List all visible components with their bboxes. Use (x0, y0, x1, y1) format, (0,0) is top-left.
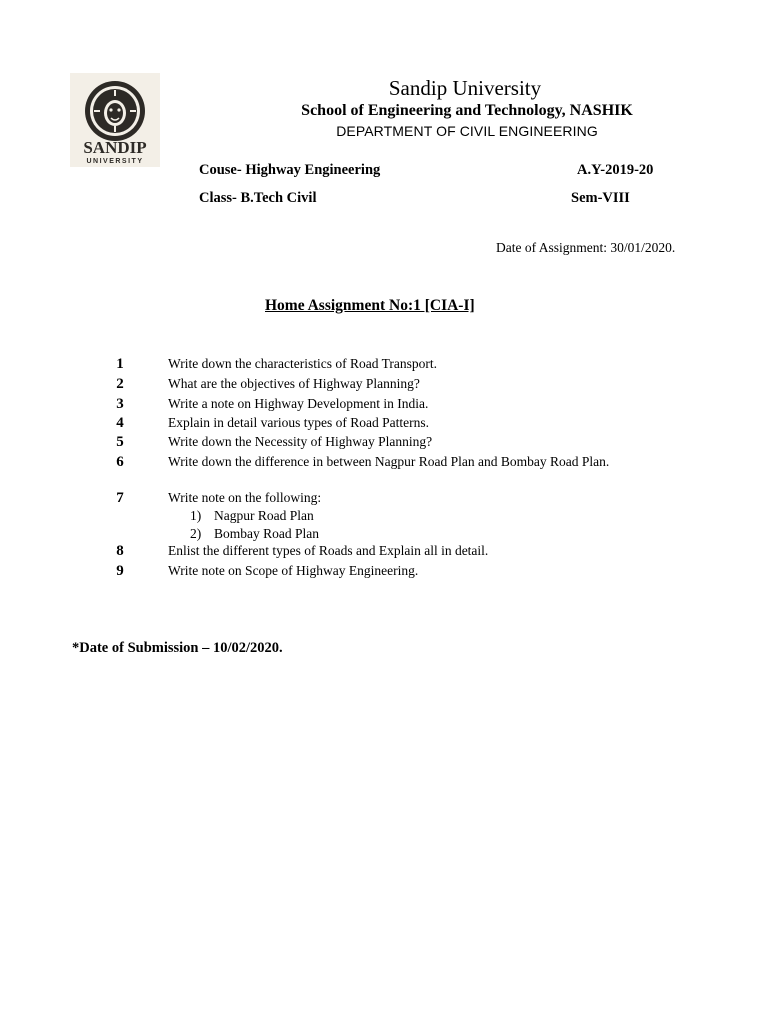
question-text: Write note on the following: (168, 490, 322, 505)
submission-date: *Date of Submission – 10/02/2020. (72, 640, 283, 656)
sub-item (190, 507, 314, 524)
question-text: Write a note on Highway Development in India. (168, 396, 429, 411)
assignment-title: Home Assignment No:1 [CIA-I] (265, 297, 475, 314)
class-label: Class- B.Tech Civil (199, 190, 317, 206)
logo-text: SANDIP (83, 138, 147, 157)
question-number: 7 (116, 490, 124, 506)
date-of-assignment: Date of Assignment: 30/01/2020. (496, 240, 676, 255)
sub-item-text: Bombay Road Plan (214, 526, 319, 541)
sub-item (190, 525, 319, 542)
question-text: Write down the characteristics of Road Transport. (168, 356, 438, 371)
school-name: School of Engineering and Technology, NASHIK (301, 102, 633, 119)
question-text: Enlist the different types of Roads and Explain all in detail. (168, 543, 489, 558)
question-number: 2 (116, 376, 124, 392)
question-number: 1 (116, 356, 124, 372)
academic-year: A.Y-2019-20 (577, 162, 654, 178)
question-number: 6 (116, 454, 124, 470)
question-number: 5 (116, 434, 124, 450)
question-text: Explain in detail various types of Road Patterns. (168, 415, 429, 430)
course-label: Couse- Highway Engineering (199, 162, 381, 178)
sub-item-number: 1) (190, 508, 202, 523)
question-text: What are the objectives of Highway Planning? (168, 376, 420, 391)
university-logo (70, 73, 160, 167)
sub-item-text: Nagpur Road Plan (214, 508, 314, 523)
university-name: Sandip University (388, 76, 542, 100)
semester-label: Sem-VIII (571, 190, 630, 206)
sub-item-number: 2) (190, 526, 202, 541)
question-number: 8 (116, 543, 124, 559)
question-number: 4 (116, 415, 124, 431)
department-name: DEPARTMENT OF CIVIL ENGINEERING (336, 123, 598, 139)
question-text: Write down the difference in between Nagpur Road Plan and Bombay Road Plan. (168, 454, 610, 469)
question-number: 3 (116, 396, 124, 412)
question-number: 9 (116, 563, 124, 579)
question-text: Write note on Scope of Highway Engineering. (168, 563, 419, 578)
question-text: Write down the Necessity of Highway Planning? (168, 434, 433, 449)
logo-subtext: UNIVERSITY (86, 158, 144, 165)
